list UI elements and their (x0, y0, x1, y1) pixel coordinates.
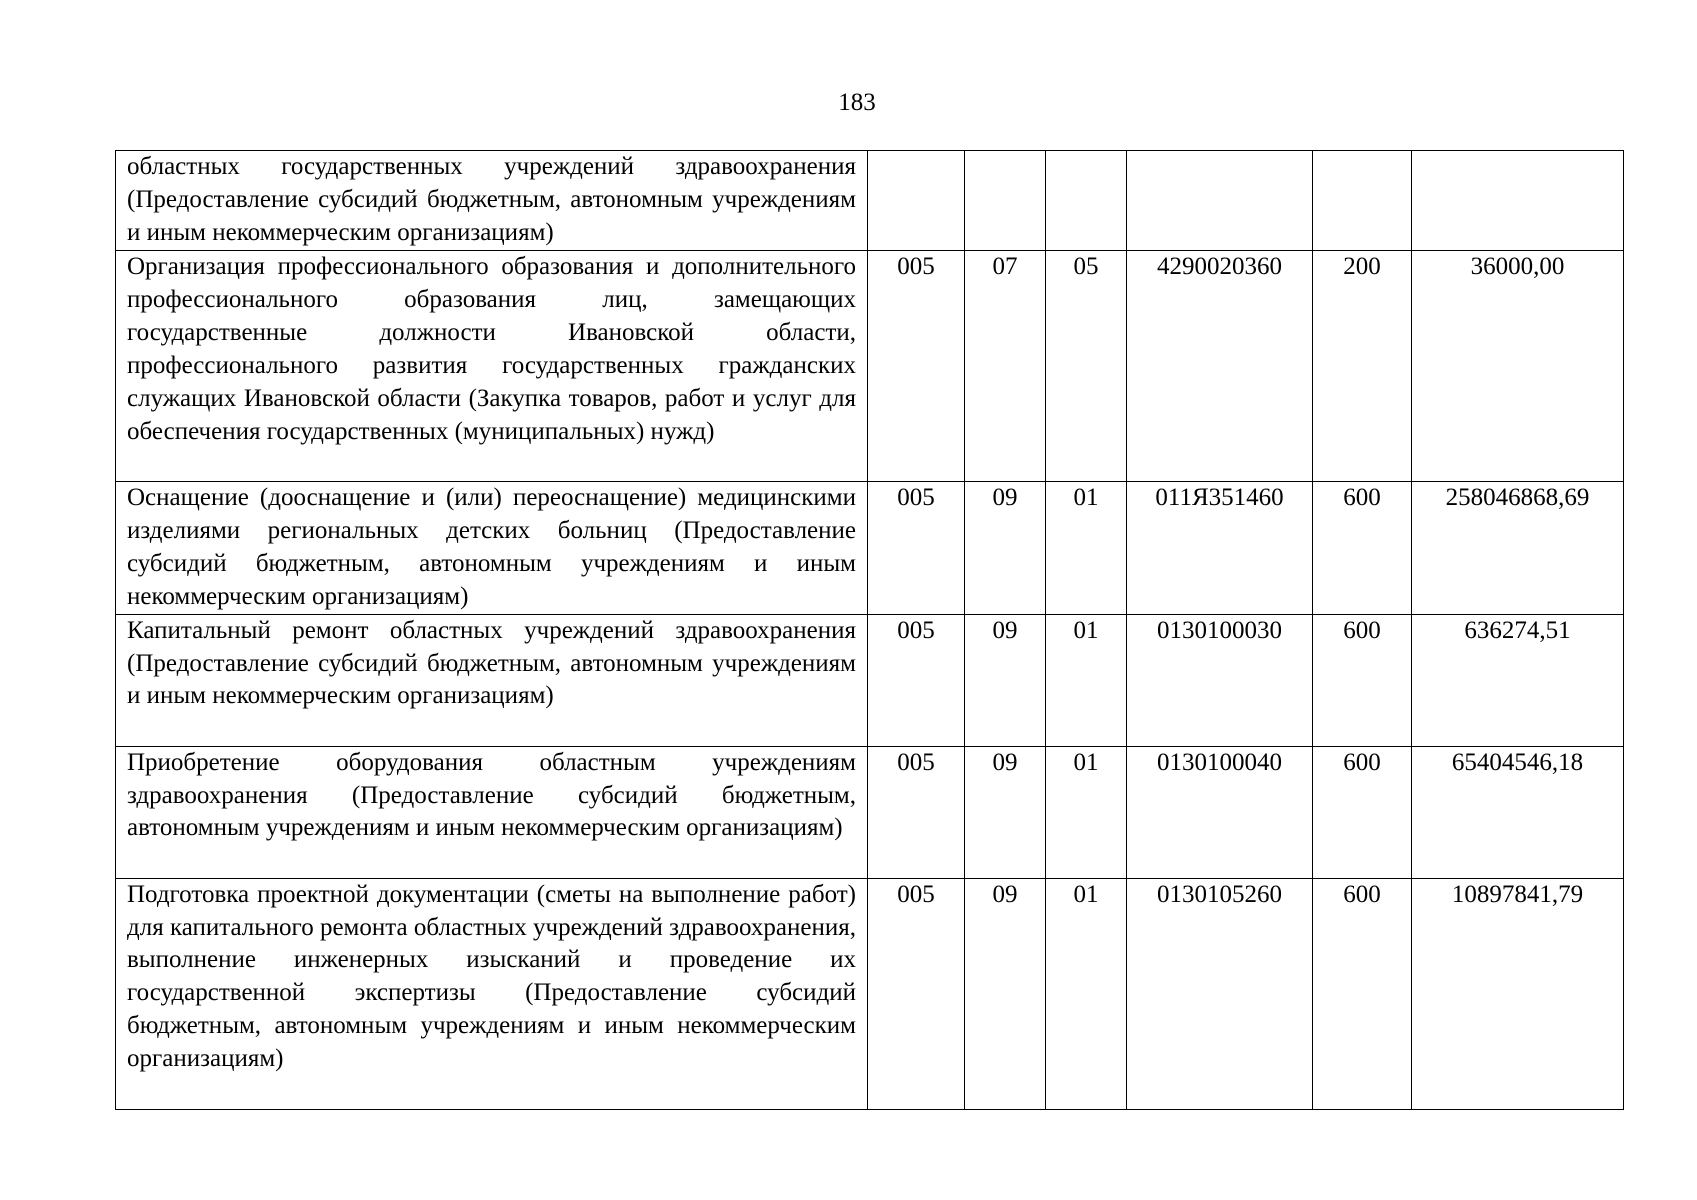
section-code: 09 (965, 482, 1046, 615)
row-description: Организация профессионального образования и дополнительного профессионального образования лиц, замещающих государственные должности Ивановской области, профессионального развития государственных гражданских служащих Ивановской области (Закупка товаров, работ и услуг для обеспечения государственных (муниципальных) нужд) (116, 251, 868, 482)
amount: 65404546,18 (1412, 746, 1624, 878)
target-article-code: 0130100030 (1127, 614, 1313, 746)
subsection-code: 05 (1046, 251, 1127, 482)
section-code: 09 (965, 878, 1046, 1109)
target-article-code: 011Я351460 (1127, 482, 1313, 615)
target-article-code: 0130105260 (1127, 878, 1313, 1109)
table-row (116, 614, 1624, 746)
expense-type-code: 600 (1313, 878, 1412, 1109)
section-code: 09 (965, 746, 1046, 878)
table-row (116, 251, 1624, 482)
expense-type-code: 200 (1313, 251, 1412, 482)
amount: 258046868,69 (1412, 482, 1624, 615)
table-row (116, 151, 1624, 251)
amount: 36000,00 (1412, 251, 1624, 482)
amount: 636274,51 (1412, 614, 1624, 746)
ministry-code: 005 (868, 482, 965, 615)
table-row (116, 482, 1624, 615)
ministry-code: 005 (868, 746, 965, 878)
table-row (116, 878, 1624, 1109)
subsection-code (1046, 151, 1127, 251)
page-number: 183 (838, 89, 876, 116)
expense-type-code (1313, 151, 1412, 251)
target-article-code: 0130100040 (1127, 746, 1313, 878)
expense-type-code: 600 (1313, 482, 1412, 615)
subsection-code: 01 (1046, 878, 1127, 1109)
subsection-code: 01 (1046, 482, 1127, 615)
row-description: Капитальный ремонт областных учреждений здравоохранения (Предоставление субсидий бюджетным, автономным учреждениям и иным некоммерческим организациям) (116, 614, 868, 746)
expense-type-code: 600 (1313, 614, 1412, 746)
subsection-code: 01 (1046, 746, 1127, 878)
expense-type-code: 600 (1313, 746, 1412, 878)
amount: 10897841,79 (1412, 878, 1624, 1109)
ministry-code: 005 (868, 251, 965, 482)
row-description: Оснащение (дооснащение и (или) переоснащение) медицинскими изделиями региональных детских больниц (Предоставление субсидий бюджетным, автономным учреждениям и иным некоммерческим организациям) (116, 482, 868, 615)
amount (1412, 151, 1624, 251)
target-article-code: 4290020360 (1127, 251, 1313, 482)
target-article-code (1127, 151, 1313, 251)
ministry-code: 005 (868, 878, 965, 1109)
ministry-code (868, 151, 965, 251)
row-description: Приобретение оборудования областным учреждениям здравоохранения (Предоставление субсидий бюджетным, автономным учреждениям и иным некоммерческим организациям) (116, 746, 868, 878)
section-code: 07 (965, 251, 1046, 482)
section-code: 09 (965, 614, 1046, 746)
row-description: Подготовка проектной документации (сметы на выполнение работ) для капитального ремонта областных учреждений здравоохранения, выполнение инженерных изысканий и проведение их государственной экспертизы (Предоставление субсидий бюджетным, автономным учреждениям и иным некоммерческим организациям) (116, 878, 868, 1109)
budget-table (115, 150, 1624, 1110)
table-row (116, 746, 1624, 878)
section-code (965, 151, 1046, 251)
ministry-code: 005 (868, 614, 965, 746)
row-description: областных государственных учреждений здравоохранения (Предоставление субсидий бюджетным, автономным учреждениям и иным некоммерческим организациям) (116, 151, 868, 251)
subsection-code: 01 (1046, 614, 1127, 746)
